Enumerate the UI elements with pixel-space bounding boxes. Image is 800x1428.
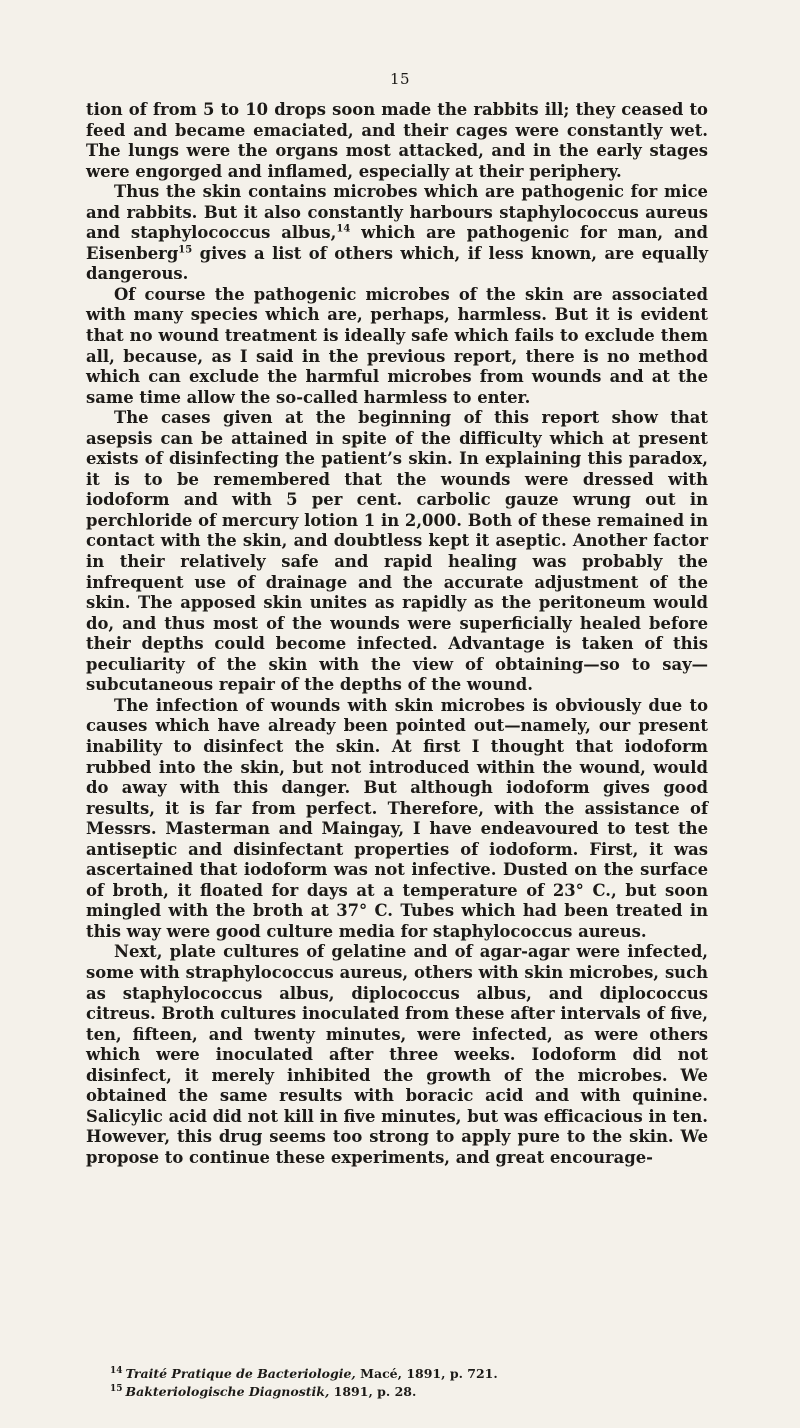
page-number: 15 xyxy=(389,70,411,88)
footnote-ref-15: 15 xyxy=(178,244,193,256)
paragraph-6: Next, plate cultures of gelatine and of agar-agar were infected, some with straphylococcus aureus, others with skin microbes, such as staphylococcus albus, diplococcus albus, and diplococcus citreus. Broth cultures inoculated from these after intervals of five, ten, fifteen, and twenty minutes, were infected, as were others which were inoculated after three weeks. Iodoform did not disinfect, it merely inhibited the growth of the microbes. We obtained the same results with boracic acid and with quinine. Salicylic acid did not kill in five minutes, but was efficacious in ten. However, this drug seems too strong to apply pure to the skin. We propose to continue these experiments, and great encourage- xyxy=(86,942,708,1167)
paragraph-3: Of course the pathogenic microbes of the skin are associated with many species which are, perhaps, harmless. But it is evident that no wound treatment is ideally safe which fails to exclude them all, because, as I said in the previous report, there is no method which can exclude the harmful microbes from wounds and at the same time allow the so-called harmless to enter. xyxy=(86,284,708,407)
footnote-15 xyxy=(110,1383,710,1401)
footnote-mark: 14 xyxy=(110,1365,123,1376)
paragraph-2-text-a: Thus the skin contains microbes which are pathogenic for mice and rabbits. But it also constantly harbours staphylococcus aureus and staphylococcus albus, xyxy=(86,182,708,243)
paragraph-2 xyxy=(86,182,708,285)
paragraph-1: tion of from 5 to 10 drops soon made the rabbits ill; they ceased to feed and became emaciated, and their cages were constantly wet. The lungs were the organs most attacked, and in the early stages were engorged and inflamed, especially at their periphery. xyxy=(86,100,708,181)
footnote-mark: 15 xyxy=(110,1383,123,1394)
footnote-14 xyxy=(110,1365,710,1383)
paragraph-2-text-b: which are pathogenic for man, and Eisenberg xyxy=(86,223,708,263)
footnote-title: Bakteriologische Diagnostik, xyxy=(125,1384,330,1399)
footnote-detail: Macé, 1891, p. 721. xyxy=(355,1366,498,1381)
footnote-ref-14: 14 xyxy=(336,223,351,235)
paragraph-2-text-c: gives a list of others which, if less known, are equally dangerous. xyxy=(86,243,708,284)
body-text xyxy=(86,100,708,1168)
footnote-detail: 1891, p. 28. xyxy=(329,1384,417,1399)
paragraph-5: The infection of wounds with skin microbes is obviously due to causes which have already been pointed out—namely, our present inability to disinfect the skin. At first I thought that iodoform rubbed into the skin, but not introduced within the wound, would do away with this danger. But although iodoform gives good results, it is far from perfect. Therefore, with the assistance of Messrs. Masterman and Maingay, I have endeavoured to test the antiseptic and disinfectant properties of iodoform. First, it was ascertained that iodoform was not infective. Dusted on the surface of broth, it floated for days at a temperature of 23° C., but soon mingled with the broth at 37° C. Tubes which had been treated in this way were good culture media for staphylococcus aureus. xyxy=(86,695,708,941)
paragraph-4: The cases given at the beginning of this report show that asepsis can be attained in spite of the difficulty which at present exists of disinfecting the patient’s skin. In explaining this paradox, it is to be remembered that the wounds were dressed with iodoform and with 5 per cent. carbolic gauze wrung out in perchloride of mercury lotion 1 in 2,000. Both of these remained in contact with the skin, and doubtless kept it aseptic. Another factor in their relatively safe and rapid healing was probably the infrequent use of drainage and the accurate adjustment of the skin. The apposed skin unites as rapidly as the peritoneum would do, and thus most of the wounds were superficially healed before their depths could become infected. Advantage is taken of this peculiarity of the skin with the view of obtaining—so to say—subcutaneous repair of the depths of the wound. xyxy=(86,408,708,695)
footnotes xyxy=(110,1365,710,1401)
footnote-title: Traité Pratique de Bacteriologie, xyxy=(125,1366,356,1381)
